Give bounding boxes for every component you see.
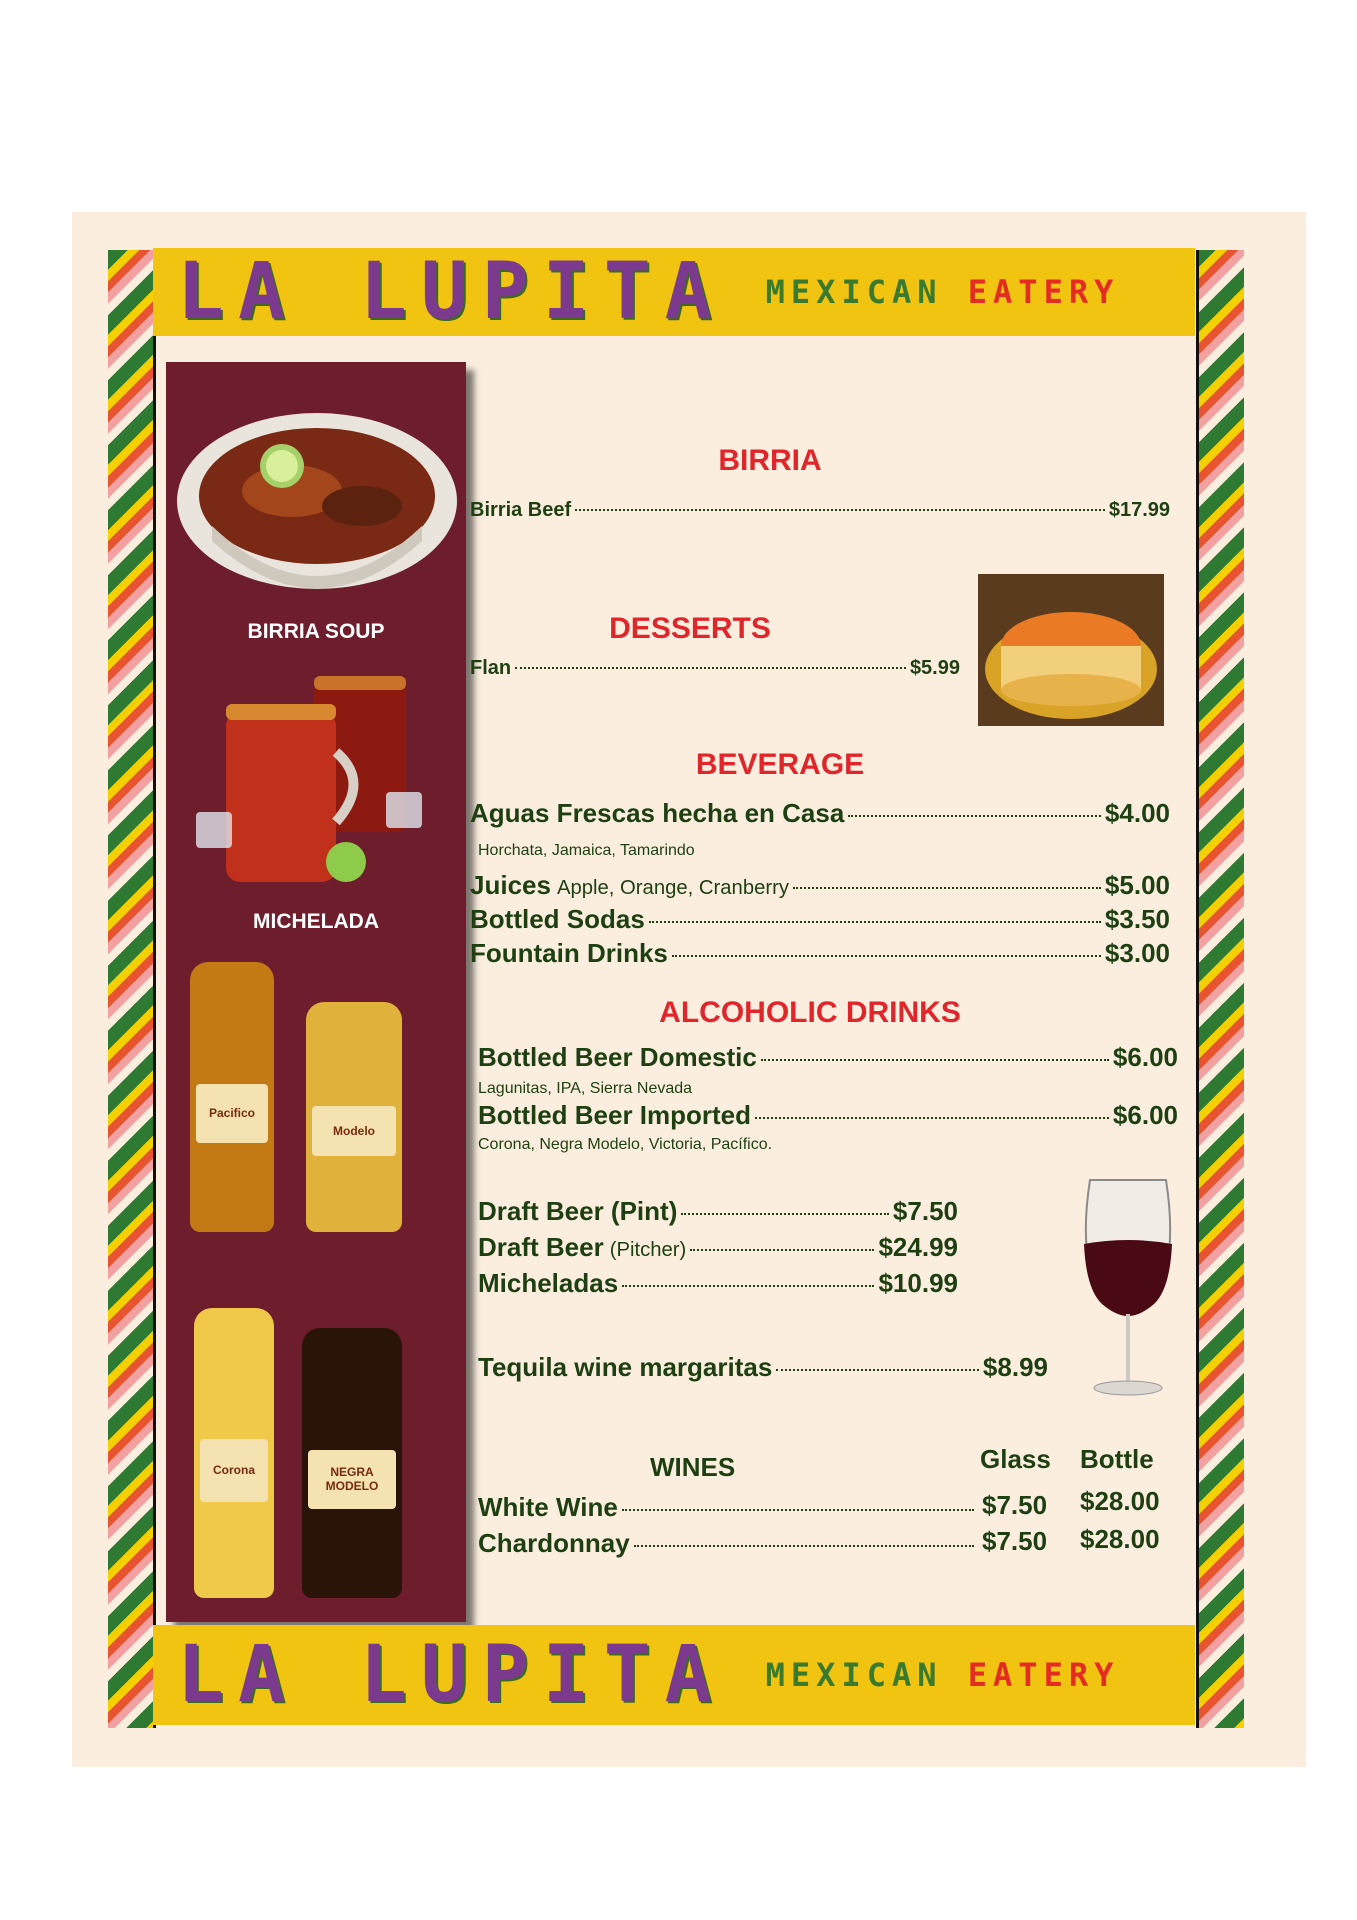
caption-birria-soup: BIRRIA SOUP [247,620,385,643]
item-name: Juices [470,870,551,900]
leader-dots [515,667,906,669]
leader-dots [622,1285,874,1287]
item-price: $24.99 [878,1232,958,1262]
item-name: Draft Beer [478,1232,604,1262]
negra-modelo-bottle [302,1328,402,1598]
item-price: $8.99 [982,1352,1048,1382]
item-name: Birria Beef [470,499,572,521]
section-title-beverage: BEVERAGE [695,748,865,781]
leader-dots [761,1059,1109,1061]
item-name: Micheladas [478,1268,619,1298]
tagline-eatery: EATERY [967,273,1120,311]
left-zigzag-border [108,250,156,1728]
leader-dots [634,1545,974,1547]
column-header-glass: Glass [980,1444,1051,1474]
menu-item-white-wine [478,1492,978,1523]
brand-tagline [766,273,1120,311]
item-name: Aguas Frescas hecha en Casa [470,798,845,828]
item-price: $3.00 [1104,938,1170,968]
leader-dots [690,1249,874,1251]
section-title-wines: WINES [650,1452,736,1482]
leader-dots [649,921,1101,923]
photo-sidebar [166,362,466,1622]
menu-item-draft-pitcher [478,1232,958,1263]
right-zigzag-border [1196,250,1244,1728]
tagline-eatery: EATERY [967,1656,1120,1694]
menu-item-aguas-frescas [470,798,1170,829]
menu-item-fountain-drinks [470,938,1170,969]
header-banner [153,248,1195,336]
brand-logo-footer: LA LUPITA [177,1630,726,1720]
item-price: $3.50 [1104,904,1170,934]
leader-dots [776,1369,979,1371]
menu-item-birria-beef [470,499,1170,522]
item-name: Bottled Sodas [470,904,645,934]
item-price: $6.00 [1112,1042,1178,1072]
item-name: Fountain Drinks [470,938,668,968]
item-note: Apple, Orange, Cranberry [556,877,789,899]
leader-dots [793,887,1101,889]
item-price: $5.00 [1104,870,1170,900]
item-price: $4.00 [1104,798,1170,828]
aguas-frescas-flavors: Horchata, Jamaica, Tamarindo [478,842,695,859]
leader-dots [755,1117,1109,1119]
tagline-mexican: MEXICAN [765,1656,943,1694]
item-price: $17.99 [1108,499,1170,521]
menu-item-tequila-margaritas [478,1352,1048,1383]
leader-dots [681,1213,889,1215]
chardonnay-glass-price: $7.50 [982,1526,1048,1556]
item-name: Draft Beer (Pint) [478,1196,678,1226]
leader-dots [672,955,1101,957]
modelo-label: Modelo [312,1106,396,1157]
menu-item-juices [470,870,1170,901]
modelo-bottle [306,1002,402,1232]
brand-logo: LA LUPITA [177,247,726,337]
white-wine-bottle-price: $28.00 [1080,1486,1160,1516]
item-name: White Wine [478,1492,618,1522]
caption-michelada: MICHELADA [253,910,379,933]
item-price: $5.99 [909,657,960,679]
chardonnay-bottle-price: $28.00 [1080,1524,1160,1554]
item-name: Tequila wine margaritas [478,1352,773,1382]
section-title-alcoholic-drinks: ALCOHOLIC DRINKS [659,996,961,1029]
menu-content [470,362,1195,1622]
tagline-mexican: MEXICAN [765,273,943,311]
menu-item-beer-imported [478,1100,1178,1131]
wine-glass-icon [1078,1174,1178,1404]
leader-dots [622,1509,974,1511]
item-note: (Pitcher) [609,1239,687,1261]
birria-soup-photo [172,406,462,616]
brand-tagline-footer [766,1656,1120,1694]
item-name: Bottled Beer Imported [478,1100,752,1130]
column-header-bottle: Bottle [1080,1444,1154,1474]
item-name: Chardonnay [478,1528,630,1558]
domestic-beer-list: Lagunitas, IPA, Sierra Nevada [478,1080,693,1097]
imported-beer-list: Corona, Negra Modelo, Victoria, Pacífico. [478,1136,773,1153]
section-title-desserts: DESSERTS [609,612,771,645]
item-price: $10.99 [878,1268,958,1298]
item-name: Flan [470,657,512,679]
flan-photo [978,574,1164,726]
menu-item-flan [470,657,960,680]
item-price: $7.50 [892,1196,958,1226]
item-name: Bottled Beer Domestic [478,1042,757,1072]
leader-dots [575,509,1105,511]
menu-item-chardonnay [478,1528,978,1559]
michelada-photo [196,662,436,892]
corona-label: Corona [200,1439,268,1503]
menu-item-beer-domestic [478,1042,1178,1073]
negra-modelo-label: NEGRA MODELO [308,1450,396,1509]
pacifico-label: Pacifico [196,1084,268,1143]
corona-bottle [194,1308,274,1598]
menu-item-bottled-sodas [470,904,1170,935]
footer-banner [153,1625,1195,1725]
white-wine-glass-price: $7.50 [982,1490,1048,1520]
item-price: $6.00 [1112,1100,1178,1130]
section-title-birria: BIRRIA [718,444,822,477]
pacifico-bottle [190,962,274,1232]
menu-item-draft-pint [478,1196,958,1227]
menu-item-micheladas [478,1268,958,1299]
leader-dots [848,815,1101,817]
